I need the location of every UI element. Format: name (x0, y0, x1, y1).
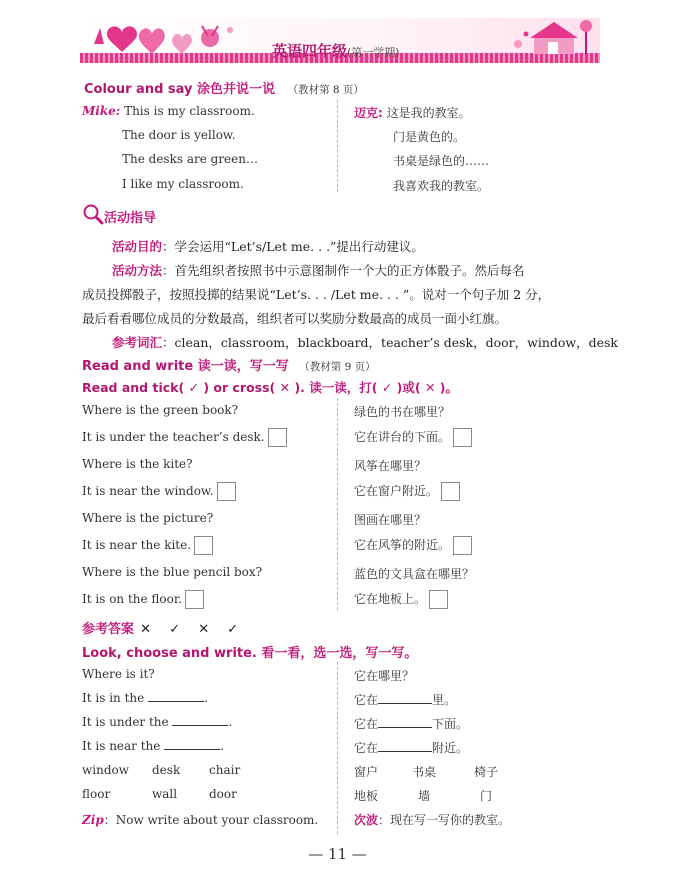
rw-row-zh-8-text: 它在地板上。 (354, 592, 427, 606)
column-divider-1 (337, 100, 338, 192)
word-zh-door: 门 (480, 789, 493, 803)
rw-row-en-1: Where is the green book? (82, 403, 239, 417)
rw-subtitle (82, 378, 458, 396)
rw-row-en-6-text: It is near the kite. (82, 538, 192, 552)
rw-row-zh-4-text: 它在窗户附近。 (354, 484, 439, 498)
lcw-en-1: It is in the . (82, 691, 208, 705)
dialogue-zh-3: 书桌是绿色的…… (393, 154, 490, 168)
rw-row-zh-5: 图画在哪里？ (354, 513, 427, 527)
section-title-en: Colour and say (84, 82, 193, 97)
write-blank[interactable] (172, 725, 228, 726)
write-blank[interactable] (378, 727, 432, 728)
tick-box[interactable] (268, 428, 287, 447)
column-divider-2 (337, 398, 338, 610)
rw-row-en-2 (82, 428, 287, 447)
zip-name-en: Zip (82, 813, 104, 827)
lcw-zh-1-suffix: 里。 (432, 693, 457, 707)
word-en-door: door (209, 787, 237, 801)
write-blank[interactable] (148, 701, 204, 702)
method-text-1: ：首先组织者按照书中示意图制作一个大的正方体骰子。然后每名 (162, 263, 525, 278)
rw-note: （教材第 9 页） (299, 361, 376, 373)
rw-row-en-8 (82, 590, 204, 609)
section-colour-and-say (84, 78, 364, 97)
lcw-zh-1-prefix: 它在 (354, 693, 379, 707)
answer-3: ✕ (198, 622, 210, 637)
lcw-en-2: It is under the . (82, 715, 233, 729)
header-subtitle: (第一学期) (347, 46, 400, 59)
lcw-en-2-text: It is under the (82, 715, 169, 729)
section-look-choose-write (82, 642, 417, 661)
activity-method-line-1 (112, 261, 525, 279)
word-zh-window: 窗户 (354, 765, 379, 779)
lcw-zh-2-prefix: 它在 (354, 717, 379, 731)
zip-name-zh: 次波 (354, 813, 379, 827)
zip-text-en: ：Now write about your classroom. (103, 813, 319, 827)
word-en-chair: chair (209, 763, 241, 777)
dialogue-en-2: The door is yellow. (122, 128, 236, 142)
method-text-3: 最后看看哪位成员的分数最高，组织者可以奖励分数最高的成员一面小红旗。 (82, 311, 508, 326)
dialogue-zh-4: 我喜欢我的教室。 (393, 179, 490, 193)
hearts-decoration-icon (82, 16, 242, 60)
lcw-en-1-text: It is in the (82, 691, 145, 705)
lcw-question-en: Where is it? (82, 667, 155, 681)
lcw-zh-3-suffix: 附近。 (432, 741, 469, 755)
answer-4: ✓ (227, 622, 239, 637)
speaker-zh: 迈克 (354, 106, 379, 120)
rw-row-zh-2-text: 它在讲台的下面。 (354, 430, 451, 444)
rw-row-zh-1: 绿色的书在哪里？ (354, 405, 451, 419)
word-en-floor: floor (82, 787, 111, 801)
dialogue-zh-2: 门是黄色的。 (393, 130, 466, 144)
rw-row-zh-7: 蓝色的文具盒在哪里？ (354, 567, 475, 581)
lcw-title-en: Look, choose and write. (82, 646, 257, 661)
method-text-2: 成员投掷骰子，按照投掷的结果说“Let’s. . . /Let me. . . ”。说对一个句子加 2 分， (82, 287, 551, 302)
rw-row-en-7: Where is the blue pencil box? (82, 565, 263, 579)
tick-box[interactable] (217, 482, 236, 501)
lcw-title-zh: 看一看，选一选，写一写。 (261, 646, 418, 661)
lcw-zh-2 (354, 715, 468, 732)
word-en-desk: desk (152, 763, 181, 777)
activity-words (112, 333, 618, 351)
dialogue-en-1: This is my classroom. (124, 104, 255, 118)
rw-row-en-2-text: It is under the teacher’s desk. (82, 430, 265, 444)
rw-sub-en: Read and tick( ✓ ) or cross( ✕ ). (82, 380, 305, 395)
method-label: 活动方法 (112, 263, 163, 278)
rw-title-en: Read and write (82, 359, 194, 374)
word-en-window: window (82, 763, 130, 777)
lcw-en-3-text: It is near the (82, 739, 161, 753)
rw-title-zh: 读一读，写一写 (197, 359, 289, 374)
lcw-question-zh: 它在哪里？ (354, 669, 415, 683)
section-note: （教材第 8 页） (287, 84, 364, 96)
dialogue-en-3: The desks are green… (122, 152, 258, 166)
rw-sub-zh: 读一读，打( ✓ )或( ✕ )。 (309, 380, 458, 395)
write-blank[interactable] (378, 703, 432, 704)
tick-box[interactable] (429, 590, 448, 609)
lcw-en-3: It is near the . (82, 739, 225, 753)
lcw-zh-1 (354, 691, 456, 708)
tick-box[interactable] (453, 536, 472, 555)
tick-box[interactable] (185, 590, 204, 609)
lcw-zh-3-prefix: 它在 (354, 741, 379, 755)
words-text: ：clean，classroom，blackboard，teacher’s desk，door，window，desk (162, 335, 618, 350)
column-divider-3 (337, 662, 338, 834)
tick-box[interactable] (441, 482, 460, 501)
rw-row-zh-3: 风筝在哪里？ (354, 459, 427, 473)
house-decoration-icon (508, 14, 598, 58)
magnifier-icon (82, 203, 104, 225)
dialogue-zh-1: 这是我的教室。 (386, 106, 471, 120)
lcw-zh-3 (354, 739, 468, 756)
answer-label: 参考答案 (82, 622, 135, 637)
word-zh-wall: 墙 (418, 789, 431, 803)
word-zh-floor: 地板 (354, 789, 379, 803)
rw-row-en-3: Where is the kite? (82, 457, 193, 471)
lcw-zh-2-suffix: 下面。 (432, 717, 469, 731)
goal-text: ：学会运用“Let’s/Let me. . .”提出行动建议。 (162, 239, 424, 254)
rw-row-en-6 (82, 536, 213, 555)
word-zh-chair: 椅子 (474, 765, 499, 779)
zip-text-zh: ：现在写一写你的教室。 (378, 813, 511, 827)
dialogue-line-1: Mike: This is my classroom. (82, 104, 255, 118)
rw-row-en-4-text: It is near the window. (82, 484, 214, 498)
zip-line-en (82, 811, 318, 828)
section-read-and-write (82, 355, 376, 374)
answer-key (82, 618, 238, 637)
answer-1: ✕ (140, 622, 152, 637)
rw-row-zh-4 (354, 482, 460, 501)
rw-row-zh-2 (354, 428, 472, 447)
rw-row-zh-8 (354, 590, 448, 609)
goal-label: 活动目的 (112, 239, 163, 254)
header-title (272, 40, 400, 61)
header-title-main: 英语四年级 (272, 42, 348, 60)
write-blank[interactable] (378, 751, 432, 752)
rw-row-en-8-text: It is on the floor. (82, 592, 183, 606)
zip-line-zh (354, 811, 510, 828)
page-number: — 11 — (308, 845, 367, 863)
write-blank[interactable] (164, 749, 220, 750)
rw-row-zh-6-text: 它在风筝的附近。 (354, 538, 451, 552)
section-title-zh: 涂色并说一说 (197, 82, 276, 97)
rw-row-zh-6 (354, 536, 472, 555)
dialogue-en-4: I like my classroom. (122, 177, 244, 191)
tick-box[interactable] (453, 428, 472, 447)
word-en-wall: wall (152, 787, 178, 801)
speaker-en: Mike (82, 104, 116, 118)
word-zh-desk: 书桌 (412, 765, 437, 779)
rw-row-en-5: Where is the picture? (82, 511, 214, 525)
activity-title: 活动指导 (104, 211, 157, 226)
tick-box[interactable] (194, 536, 213, 555)
rw-row-en-4 (82, 482, 236, 501)
activity-goal (112, 237, 424, 255)
words-label: 参考词汇 (112, 335, 163, 350)
answer-2: ✓ (169, 622, 181, 637)
dialogue-zh-line-1: 迈克: 这是我的教室。 (354, 106, 471, 120)
